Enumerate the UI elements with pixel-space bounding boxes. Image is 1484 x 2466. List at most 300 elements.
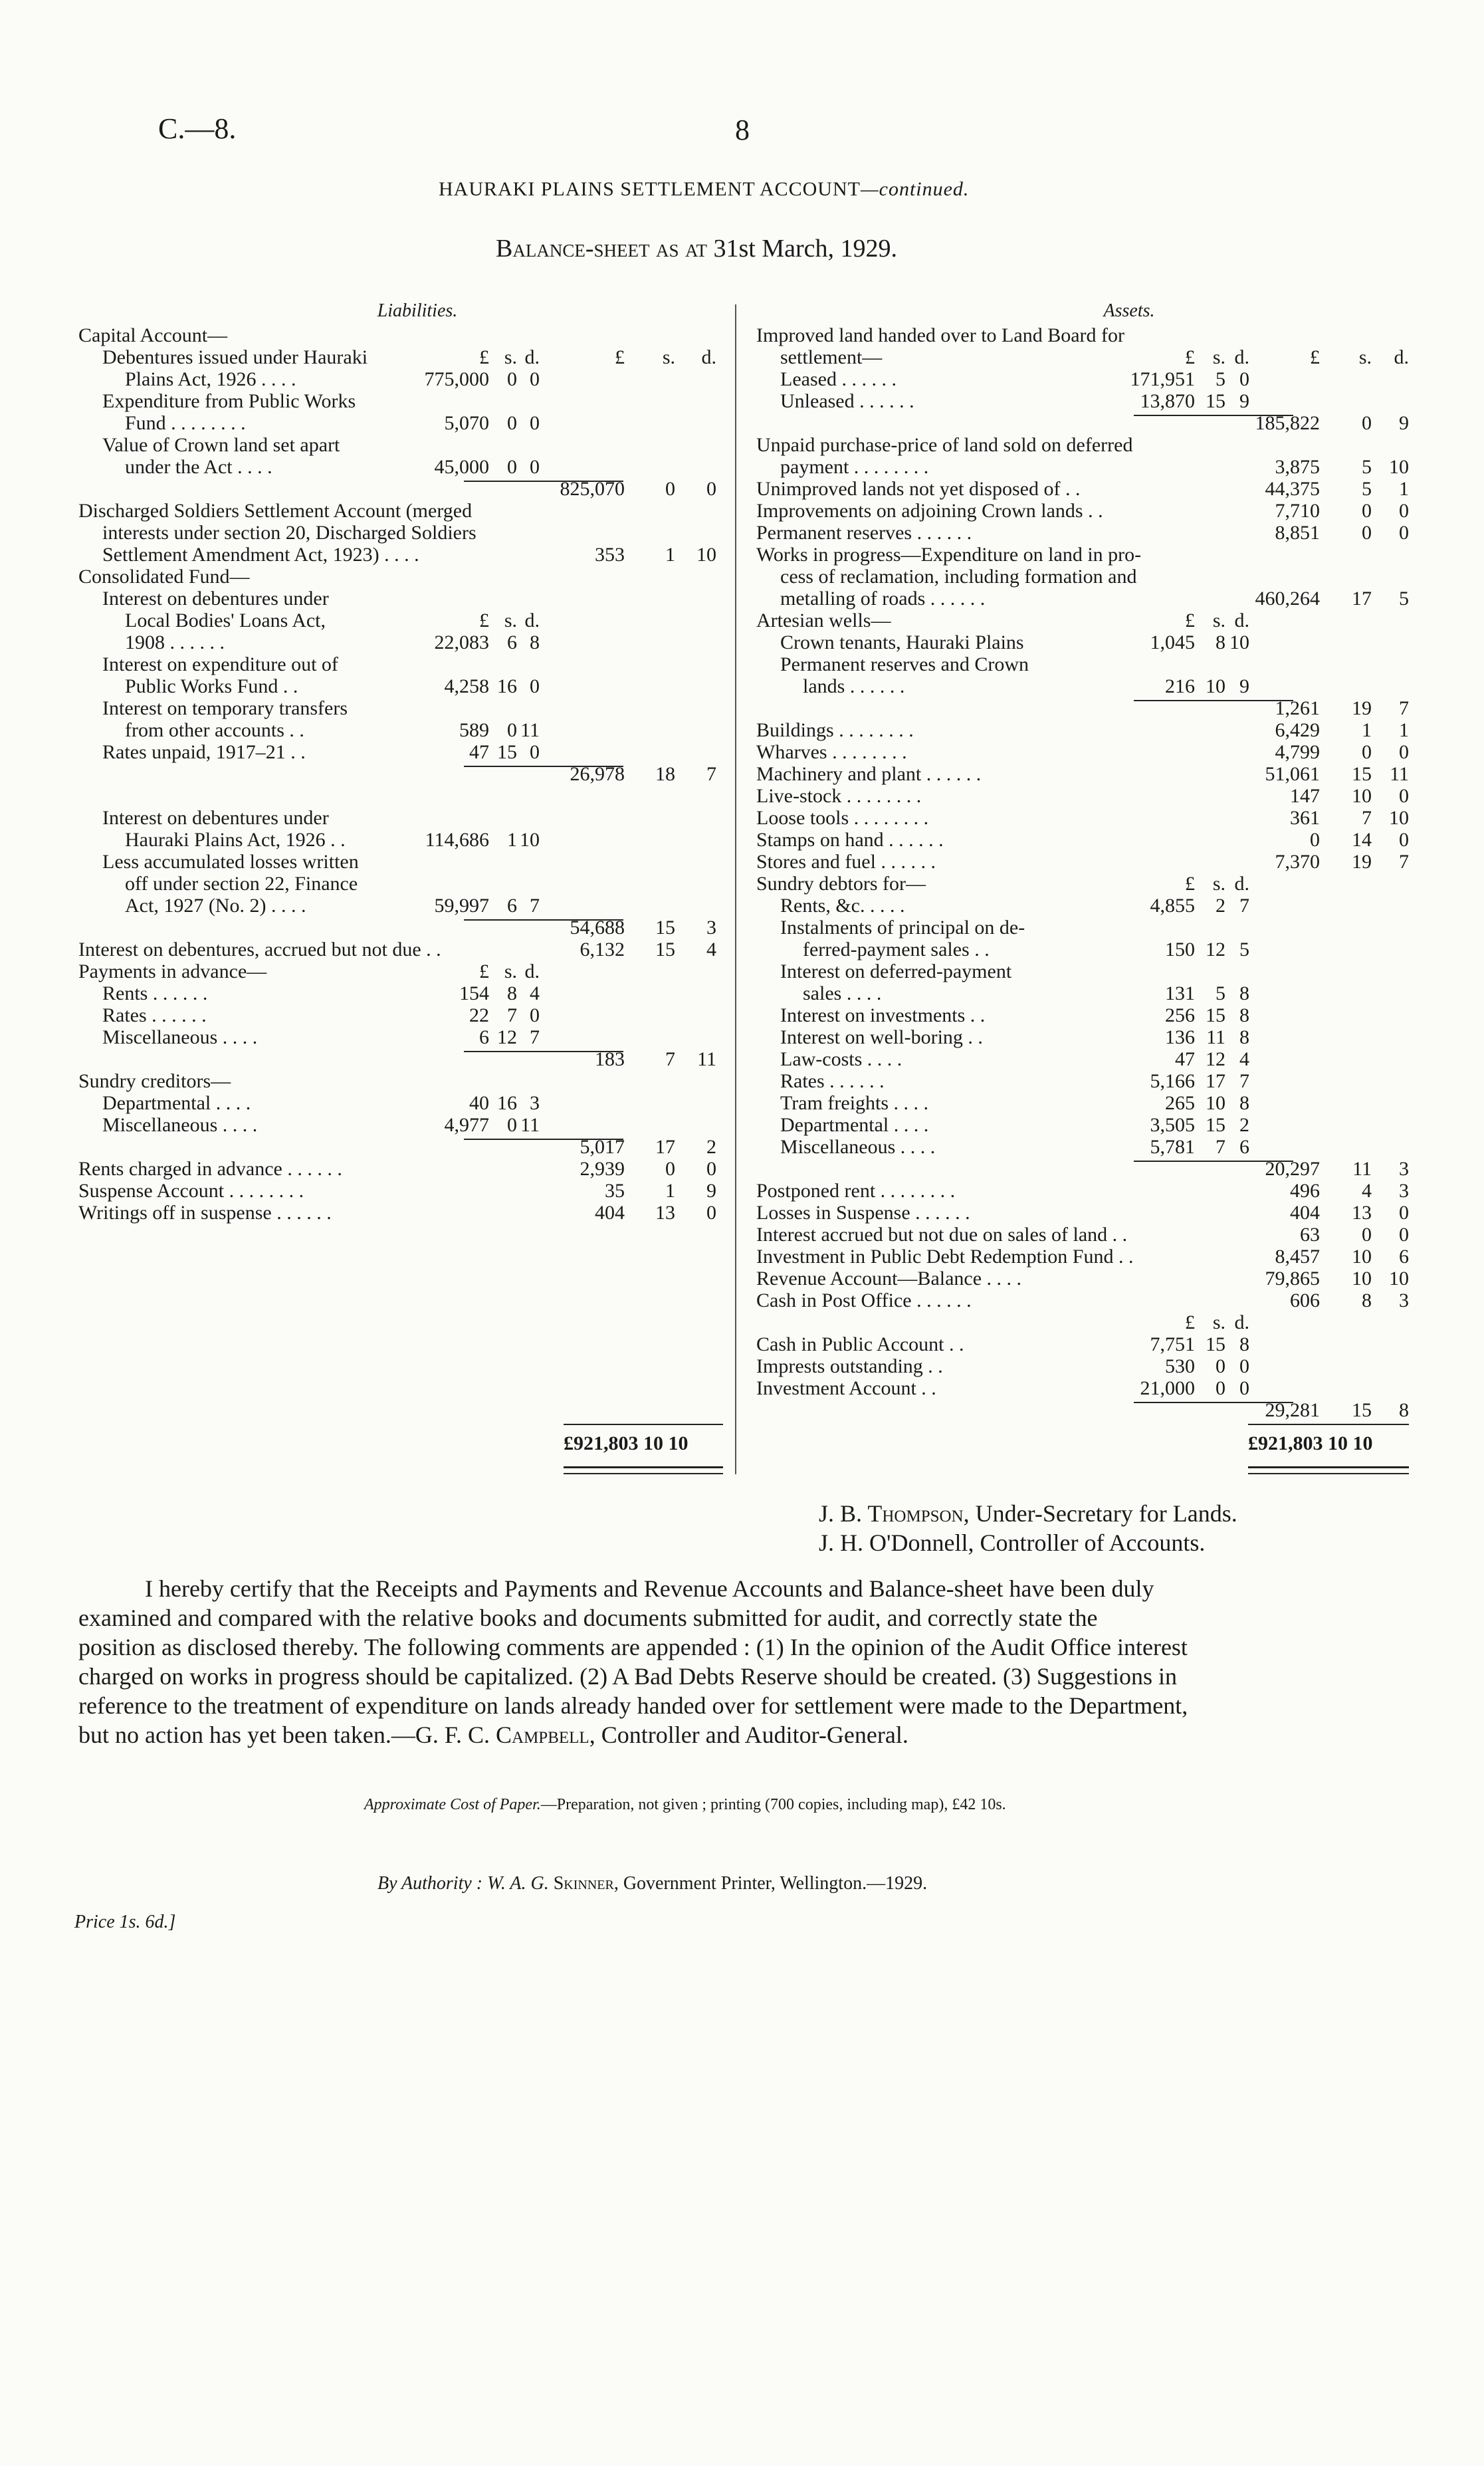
outer-shillings: 13 xyxy=(1352,1202,1372,1224)
outer-pounds: £ xyxy=(1310,346,1320,368)
row-label: Postponed rent . . . . . . . . xyxy=(756,1180,956,1202)
row-label: Tram freights . . . . xyxy=(780,1092,929,1114)
outer-pounds: 183 xyxy=(595,1048,625,1070)
outer-pounds: 29,281 xyxy=(1265,1399,1320,1421)
inner-pence: 2 xyxy=(1239,1114,1249,1136)
liabilities-row xyxy=(78,1180,716,1202)
inner-shillings: s. xyxy=(1212,610,1225,631)
outer-shillings: 10 xyxy=(1352,785,1372,807)
outer-pounds: 44,375 xyxy=(1265,478,1320,500)
row-label: Settlement Amendment Act, 1923) . . . . xyxy=(102,544,419,566)
inner-pounds: 136 xyxy=(1165,1026,1195,1048)
inner-shillings: 1 xyxy=(507,829,517,851)
inner-shillings: 8 xyxy=(507,982,517,1004)
inner-pounds: 5,070 xyxy=(444,412,489,434)
outer-pence: 2 xyxy=(706,1136,716,1158)
assets-row xyxy=(756,697,1409,719)
assets-row xyxy=(756,522,1409,544)
outer-pounds: 404 xyxy=(595,1202,625,1224)
assets-row xyxy=(756,982,1409,1004)
row-label: Suspense Account . . . . . . . . xyxy=(78,1180,304,1202)
row-label: Departmental . . . . xyxy=(102,1092,251,1114)
outer-pence: 4 xyxy=(706,939,716,960)
inner-pounds: 6 xyxy=(479,1026,489,1048)
inner-pence: 10 xyxy=(520,829,540,851)
liabilities-row xyxy=(78,851,716,873)
liabilities-row xyxy=(78,346,716,368)
liabilities-row xyxy=(78,522,716,544)
row-label: off under section 22, Finance xyxy=(125,873,358,895)
inner-shillings: 15 xyxy=(1206,390,1225,412)
outer-pence: 10 xyxy=(1389,456,1409,478)
assets-row xyxy=(756,1311,1409,1333)
inner-pounds: 114,686 xyxy=(425,829,489,851)
outer-pounds: 5,017 xyxy=(580,1136,625,1158)
outer-shillings: 4 xyxy=(1362,1180,1372,1202)
cert-line-6 xyxy=(78,1720,1409,1749)
inner-pence: 0 xyxy=(530,1004,540,1026)
inner-pounds: 4,855 xyxy=(1150,895,1195,917)
liabilities-row xyxy=(78,763,716,785)
outer-shillings: 15 xyxy=(1352,1399,1372,1421)
row-label: Capital Account— xyxy=(78,324,228,346)
inner-pence: 8 xyxy=(530,631,540,653)
assets-row xyxy=(756,1377,1409,1399)
assets-row xyxy=(756,1158,1409,1180)
liabilities-row xyxy=(78,807,716,829)
assets-row xyxy=(756,1355,1409,1377)
row-label: cess of reclamation, including formation and xyxy=(780,566,1137,588)
audit-certificate xyxy=(78,1574,1409,1749)
inner-pence: 4 xyxy=(530,982,540,1004)
outer-pence: 9 xyxy=(706,1180,716,1202)
inner-pounds: £ xyxy=(479,610,489,631)
account-title xyxy=(439,178,969,201)
outer-pounds: 51,061 xyxy=(1265,763,1320,785)
inner-pounds: £ xyxy=(1185,1311,1195,1333)
row-label: ferred-payment sales . . xyxy=(803,939,990,960)
assets-row xyxy=(756,456,1409,478)
row-label: Interest accrued but not due on sales of land . . xyxy=(756,1224,1128,1246)
outer-pence: 0 xyxy=(706,1158,716,1180)
row-label: settlement— xyxy=(780,346,883,368)
cost-of-paper xyxy=(364,1796,1006,1814)
inner-shillings: 7 xyxy=(1216,1136,1225,1158)
outer-pence: 3 xyxy=(706,917,716,939)
row-label: Local Bodies' Loans Act, xyxy=(125,610,326,631)
outer-pence: 5 xyxy=(1399,588,1409,610)
row-label: Miscellaneous . . . . xyxy=(102,1026,258,1048)
inner-pence: d. xyxy=(524,346,540,368)
row-label: Rates . . . . . . xyxy=(102,1004,207,1026)
outer-shillings: 1 xyxy=(1362,719,1372,741)
liabilities-row xyxy=(78,1004,716,1026)
row-label: Interest on well-boring . . xyxy=(780,1026,983,1048)
account-title-continued: —continued. xyxy=(860,178,970,200)
inner-pence: 7 xyxy=(1239,895,1249,917)
row-label: Sundry debtors for— xyxy=(756,873,926,895)
outer-pence: 3 xyxy=(1399,1180,1409,1202)
inner-shillings: 15 xyxy=(1206,1004,1225,1026)
row-label: Investment Account . . xyxy=(756,1377,936,1399)
inner-pounds: 265 xyxy=(1165,1092,1195,1114)
row-label: Less accumulated losses written xyxy=(102,851,359,873)
row-label: Unimproved lands not yet disposed of . . xyxy=(756,478,1081,500)
liabilities-row xyxy=(78,368,716,390)
inner-pence: 8 xyxy=(1239,982,1249,1004)
assets-row xyxy=(756,1070,1409,1092)
inner-pence: 8 xyxy=(1239,1026,1249,1048)
assets-row xyxy=(756,412,1409,434)
row-label: Law-costs . . . . xyxy=(780,1048,902,1070)
assets-row xyxy=(756,939,1409,960)
inner-pounds: 216 xyxy=(1165,675,1195,697)
outer-pence: 6 xyxy=(1399,1246,1409,1268)
row-label: 1908 . . . . . . xyxy=(125,631,225,653)
inner-shillings: s. xyxy=(1212,346,1225,368)
inner-shillings: s. xyxy=(1212,1311,1225,1333)
inner-shillings: 5 xyxy=(1216,368,1225,390)
outer-pounds: 404 xyxy=(1290,1202,1320,1224)
inner-pence: 0 xyxy=(530,368,540,390)
row-label: Rates . . . . . . xyxy=(780,1070,885,1092)
outer-pounds: 35 xyxy=(605,1180,625,1202)
outer-pence: 1 xyxy=(1399,719,1409,741)
inner-pence: 11 xyxy=(520,719,540,741)
liabilities-row xyxy=(78,434,716,456)
row-label: under the Act . . . . xyxy=(125,456,272,478)
row-label: Revenue Account—Balance . . . . xyxy=(756,1268,1022,1289)
row-label: Interest on expenditure out of xyxy=(102,653,338,675)
outer-pence: 0 xyxy=(1399,500,1409,522)
assets-row xyxy=(756,390,1409,412)
signature-name: J. B. Thompson xyxy=(819,1500,964,1527)
outer-pence: 0 xyxy=(1399,785,1409,807)
inner-pence: 8 xyxy=(1239,1004,1249,1026)
row-label: Investment in Public Debt Redemption Fund . . xyxy=(756,1246,1134,1268)
inner-pence: 9 xyxy=(1239,390,1249,412)
outer-pounds: 1,261 xyxy=(1275,697,1320,719)
outer-shillings: 1 xyxy=(665,1180,675,1202)
inner-pence: 6 xyxy=(1239,1136,1249,1158)
row-label: Loose tools . . . . . . . . xyxy=(756,807,929,829)
liabilities-row xyxy=(78,785,716,807)
account-title-main: HAURAKI PLAINS SETTLEMENT ACCOUNT xyxy=(439,178,861,200)
signature-controller: J. H. O'Donnell, Controller of Accounts. xyxy=(819,1529,1206,1556)
row-label: Permanent reserves . . . . . . xyxy=(756,522,972,544)
liabilities-total-top-rule xyxy=(564,1424,723,1425)
signature-under-secretary xyxy=(819,1500,1237,1527)
row-label: Artesian wells— xyxy=(756,610,891,631)
assets-row xyxy=(756,1114,1409,1136)
inner-shillings: 11 xyxy=(1206,1026,1225,1048)
outer-pounds: 147 xyxy=(1290,785,1320,807)
inner-pence: d. xyxy=(524,960,540,982)
row-label: Unpaid purchase-price of land sold on deferred xyxy=(756,434,1133,456)
inner-pounds: £ xyxy=(479,346,489,368)
row-label: Interest on temporary transfers xyxy=(102,697,348,719)
row-label: Interest on investments . . xyxy=(780,1004,986,1026)
cost-label: Approximate Cost of Paper. xyxy=(364,1796,541,1813)
outer-pounds: 6,132 xyxy=(580,939,625,960)
row-label: Unleased . . . . . . xyxy=(780,390,914,412)
outer-pence: 9 xyxy=(1399,412,1409,434)
outer-pounds: 825,070 xyxy=(560,478,625,500)
inner-pence: 8 xyxy=(1239,1092,1249,1114)
row-label: Rents . . . . . . xyxy=(102,982,208,1004)
assets-row xyxy=(756,807,1409,829)
outer-pence: 0 xyxy=(1399,522,1409,544)
inner-pence: 5 xyxy=(1239,939,1249,960)
inner-pence: 7 xyxy=(1239,1070,1249,1092)
row-label: Imprests outstanding . . xyxy=(756,1355,943,1377)
outer-shillings: 14 xyxy=(1352,829,1372,851)
row-label: metalling of roads . . . . . . xyxy=(780,588,986,610)
row-label: interests under section 20, Discharged Soldiers xyxy=(102,522,477,544)
inner-shillings: 12 xyxy=(1206,939,1225,960)
row-label: lands . . . . . . xyxy=(803,675,905,697)
cert-line-2: examined and compared with the relative books and documents submitted for audit, and correctly state the xyxy=(78,1605,1098,1631)
inner-shillings: 0 xyxy=(1216,1355,1225,1377)
liabilities-total: £921,803 10 10 xyxy=(564,1432,689,1454)
inner-pounds: 1,045 xyxy=(1150,631,1195,653)
outer-pounds: 606 xyxy=(1290,1289,1320,1311)
outer-shillings: 0 xyxy=(1362,741,1372,763)
inner-pence: 0 xyxy=(530,412,540,434)
inner-shillings: 10 xyxy=(1206,1092,1225,1114)
liabilities-row xyxy=(78,895,716,917)
assets-total-rule xyxy=(1248,1466,1409,1474)
assets-row xyxy=(756,1289,1409,1311)
row-label: Interest on deferred-payment xyxy=(780,960,1012,982)
outer-shillings: 7 xyxy=(1362,807,1372,829)
assets-row xyxy=(756,675,1409,697)
inner-pence: 7 xyxy=(530,1026,540,1048)
inner-pence: d. xyxy=(1234,346,1249,368)
authority-prefix: By Authority : W. A. G. xyxy=(377,1873,554,1894)
outer-pounds: 54,688 xyxy=(570,917,625,939)
outer-pounds: 20,297 xyxy=(1265,1158,1320,1180)
assets-row xyxy=(756,895,1409,917)
inner-shillings: 7 xyxy=(507,1004,517,1026)
outer-shillings: s. xyxy=(1358,346,1372,368)
assets-total-top-rule xyxy=(1248,1424,1409,1425)
inner-pounds: 21,000 xyxy=(1140,1377,1195,1399)
liabilities-row xyxy=(78,1092,716,1114)
outer-pence: 7 xyxy=(1399,697,1409,719)
outer-pounds: £ xyxy=(615,346,625,368)
outer-shillings: 0 xyxy=(1362,1224,1372,1246)
row-label: Cash in Public Account . . xyxy=(756,1333,964,1355)
inner-shillings: 15 xyxy=(497,741,517,763)
cert-line-3: position as disclosed thereby. The following comments are appended : (1) In the opinion of the Audit Office interest xyxy=(78,1634,1188,1660)
outer-shillings: 8 xyxy=(1362,1289,1372,1311)
outer-pence: 0 xyxy=(1399,1202,1409,1224)
outer-pence: d. xyxy=(701,346,716,368)
liabilities-row xyxy=(78,829,716,851)
row-label: Interest on debentures under xyxy=(102,807,329,829)
assets-row xyxy=(756,1399,1409,1421)
outer-pence: 10 xyxy=(1389,807,1409,829)
inner-shillings: 16 xyxy=(497,675,517,697)
outer-shillings: 10 xyxy=(1352,1246,1372,1268)
outer-pence: 0 xyxy=(1399,741,1409,763)
outer-pence: 11 xyxy=(697,1048,716,1070)
inner-pounds: 154 xyxy=(459,982,489,1004)
outer-shillings: 17 xyxy=(1352,588,1372,610)
row-label: Wharves . . . . . . . . xyxy=(756,741,907,763)
inner-pounds: 45,000 xyxy=(434,456,489,478)
outer-pounds: 185,822 xyxy=(1255,412,1320,434)
row-label: Miscellaneous . . . . xyxy=(780,1136,936,1158)
inner-pence: d. xyxy=(1234,873,1249,895)
inner-shillings: 0 xyxy=(507,1114,517,1136)
inner-pounds: £ xyxy=(1185,610,1195,631)
inner-pounds: 131 xyxy=(1165,982,1195,1004)
row-label: Machinery and plant . . . . . . xyxy=(756,763,982,785)
assets-row xyxy=(756,851,1409,873)
row-label: Debentures issued under Hauraki xyxy=(102,346,368,368)
inner-shillings: 16 xyxy=(497,1092,517,1114)
assets-row xyxy=(756,1268,1409,1289)
row-label: Value of Crown land set apart xyxy=(102,434,340,456)
outer-shillings: 10 xyxy=(1352,1268,1372,1289)
liabilities-row xyxy=(78,610,716,631)
inner-pounds: £ xyxy=(1185,873,1195,895)
balance-sheet-subtitle xyxy=(496,234,897,263)
liabilities-row xyxy=(78,960,716,982)
row-label: Sundry creditors— xyxy=(78,1070,231,1092)
liabilities-row xyxy=(78,631,716,653)
cert-line-4: charged on works in progress should be capitalized. (2) A Bad Debts Reserve should be created. (3) Suggestions in xyxy=(78,1663,1177,1690)
liabilities-row xyxy=(78,1158,716,1180)
assets-row xyxy=(756,741,1409,763)
outer-pence: 11 xyxy=(1390,763,1409,785)
assets-row xyxy=(756,873,1409,895)
liabilities-row xyxy=(78,697,716,719)
liabilities-row xyxy=(78,456,716,478)
inner-pounds: 530 xyxy=(1165,1355,1195,1377)
price: Price 1s. 6d.] xyxy=(74,1912,176,1932)
cost-text: —Preparation, not given ; printing (700 copies, including map), £42 10s. xyxy=(540,1796,1006,1813)
assets-row xyxy=(756,631,1409,653)
outer-pounds: 79,865 xyxy=(1265,1268,1320,1289)
row-label: Interest on debentures, accrued but not due . . xyxy=(78,939,441,960)
outer-pence: 1 xyxy=(1399,478,1409,500)
liabilities-row xyxy=(78,1136,716,1158)
printer-name: Skinner xyxy=(553,1873,614,1894)
signature-role: , Under-Secretary for Lands. xyxy=(963,1500,1237,1527)
outer-shillings: 17 xyxy=(655,1136,675,1158)
outer-shillings: 0 xyxy=(1362,522,1372,544)
outer-shillings: 5 xyxy=(1362,478,1372,500)
inner-pounds: 40 xyxy=(469,1092,489,1114)
outer-pence: 8 xyxy=(1399,1399,1409,1421)
outer-shillings: s. xyxy=(662,346,675,368)
inner-shillings: 12 xyxy=(1206,1048,1225,1070)
assets-row xyxy=(756,588,1409,610)
inner-shillings: 5 xyxy=(1216,982,1225,1004)
outer-pence: 7 xyxy=(706,763,716,785)
row-label: Permanent reserves and Crown xyxy=(780,653,1029,675)
row-label: Losses in Suspense . . . . . . xyxy=(756,1202,970,1224)
outer-pounds: 2,939 xyxy=(580,1158,625,1180)
inner-pounds: 47 xyxy=(1175,1048,1195,1070)
inner-shillings: 2 xyxy=(1216,895,1225,917)
row-label: Discharged Soldiers Settlement Account (merged xyxy=(78,500,473,522)
inner-pounds: 7,751 xyxy=(1150,1333,1195,1355)
liabilities-row xyxy=(78,873,716,895)
outer-pounds: 26,978 xyxy=(570,763,625,785)
row-label: Cash in Post Office . . . . . . xyxy=(756,1289,972,1311)
inner-shillings: s. xyxy=(504,960,517,982)
inner-pence: 0 xyxy=(1239,1355,1249,1377)
outer-shillings: 11 xyxy=(1352,1158,1372,1180)
inner-shillings: 6 xyxy=(507,895,517,917)
inner-pounds: 775,000 xyxy=(424,368,489,390)
outer-pence: 10 xyxy=(696,544,716,566)
outer-pounds: 4,799 xyxy=(1275,741,1320,763)
liabilities-column xyxy=(78,300,716,1224)
inner-pence: d. xyxy=(1234,1311,1249,1333)
inner-shillings: 17 xyxy=(1206,1070,1225,1092)
row-label: Consolidated Fund— xyxy=(78,566,250,588)
column-divider xyxy=(735,304,736,1474)
inner-shillings: 12 xyxy=(497,1026,517,1048)
inner-pence: 0 xyxy=(530,741,540,763)
assets-row xyxy=(756,763,1409,785)
outer-shillings: 0 xyxy=(1362,500,1372,522)
assets-row xyxy=(756,1202,1409,1224)
inner-pence: 3 xyxy=(530,1092,540,1114)
outer-pence: 0 xyxy=(1399,1224,1409,1246)
assets-row xyxy=(756,917,1409,939)
row-label: Leased . . . . . . xyxy=(780,368,897,390)
inner-shillings: 6 xyxy=(507,631,517,653)
inner-pounds: 59,997 xyxy=(434,895,489,917)
liabilities-row xyxy=(78,917,716,939)
inner-pounds: 589 xyxy=(459,719,489,741)
inner-pounds: 4,258 xyxy=(444,675,489,697)
row-label: from other accounts . . xyxy=(125,719,304,741)
liabilities-row xyxy=(78,324,716,346)
liabilities-row xyxy=(78,500,716,522)
assets-row xyxy=(756,719,1409,741)
outer-pence: 0 xyxy=(706,478,716,500)
inner-pence: 0 xyxy=(1239,368,1249,390)
outer-shillings: 13 xyxy=(655,1202,675,1224)
row-label: Expenditure from Public Works xyxy=(102,390,356,412)
liabilities-row xyxy=(78,1114,716,1136)
outer-pence: 3 xyxy=(1399,1289,1409,1311)
assets-row xyxy=(756,324,1409,346)
inner-pence: 0 xyxy=(530,675,540,697)
outer-pence: d. xyxy=(1394,346,1409,368)
inner-shillings: s. xyxy=(504,346,517,368)
row-label: Interest on debentures under xyxy=(102,588,329,610)
liabilities-row xyxy=(78,939,716,960)
outer-pounds: 496 xyxy=(1290,1180,1320,1202)
inner-shillings: 0 xyxy=(1216,1377,1225,1399)
cert-last-b: , Controller and Auditor-General. xyxy=(589,1722,908,1748)
cert-line-1: I hereby certify that the Receipts and Payments and Revenue Accounts and Balance-sheet have been duly xyxy=(145,1575,1154,1602)
inner-pounds: 5,166 xyxy=(1150,1070,1195,1092)
liabilities-row xyxy=(78,478,716,500)
assets-row xyxy=(756,346,1409,368)
inner-shillings: s. xyxy=(1212,873,1225,895)
row-label: Stamps on hand . . . . . . xyxy=(756,829,944,851)
cert-last-a: but no action has yet been taken.—G. F. C. xyxy=(78,1722,496,1748)
